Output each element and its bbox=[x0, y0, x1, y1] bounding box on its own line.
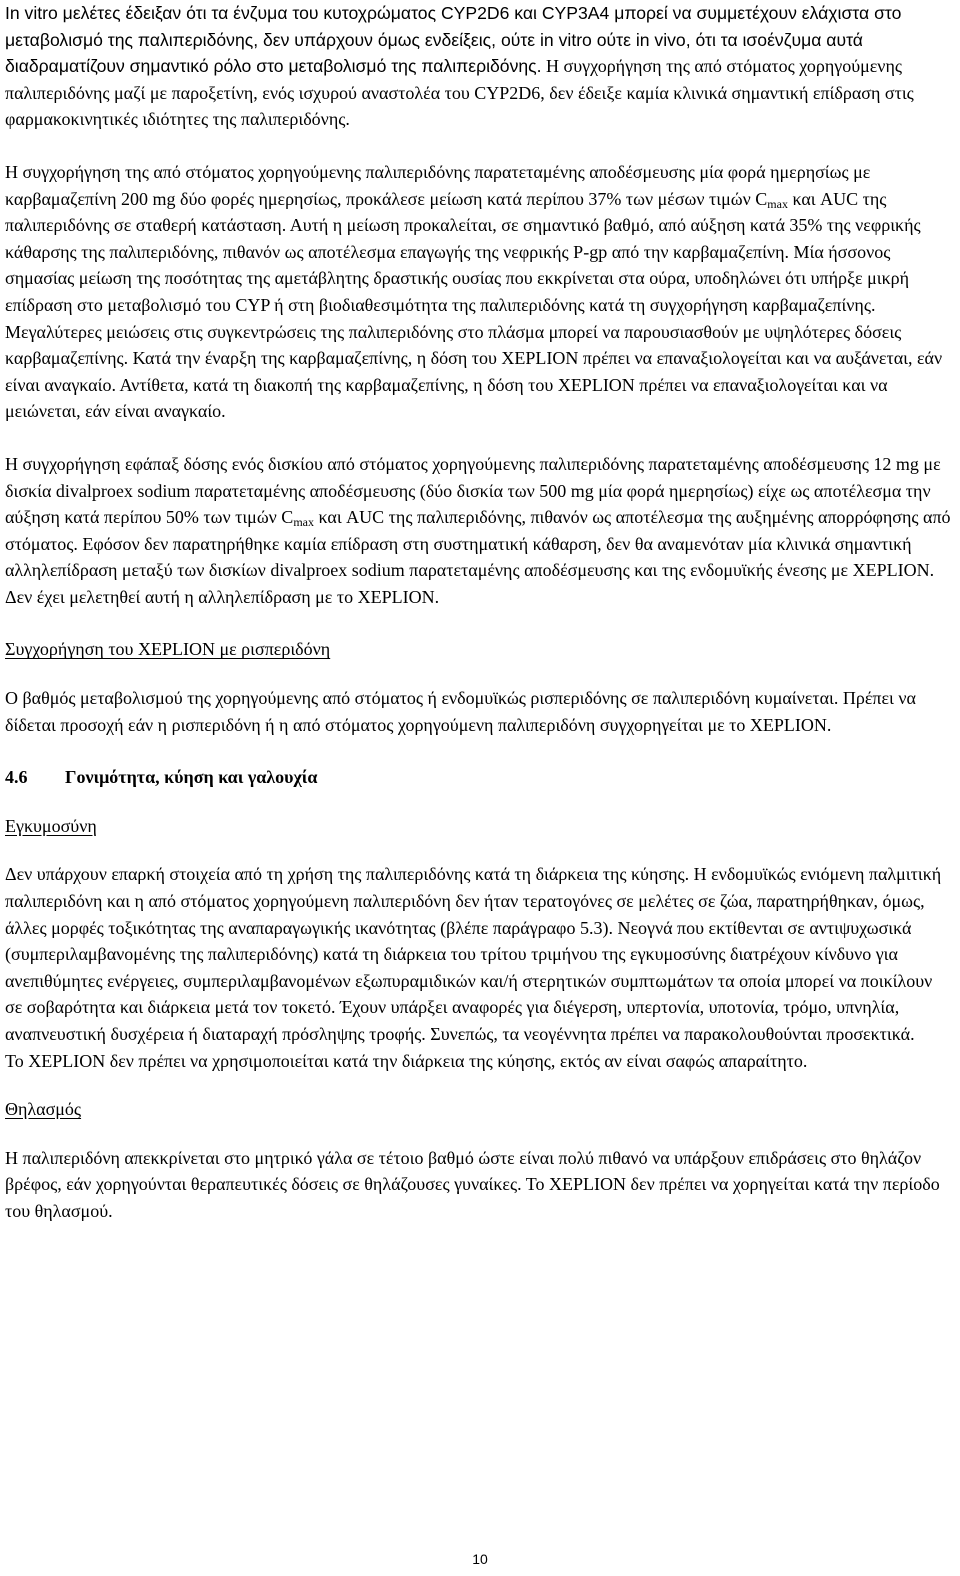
paragraph-carbamazepine bbox=[5, 159, 953, 425]
paragraph-risperidone: Ο βαθμός μεταβολισμού της χορηγούμενης από στόματος ή ενδομυϊκώς ρισπεριδόνης σε παλιπεριδόνη κυμαίνεται. Πρέπει να δίδεται προσοχή εάν η ρισπεριδόνη ή η από στόματος χορηγούμενη παλιπεριδόνη συγχορηγείται με το XEPLION. bbox=[5, 688, 916, 735]
paragraph-pregnancy: Δεν υπάρχουν επαρκή στοιχεία από τη χρήση της παλιπεριδόνης κατά τη διάρκεια της κύησης. Η ενδομυϊκώς ενιόμενη παλμιτική παλιπεριδόνη και η από στόματος χορηγούμενη παλιπεριδόνη δεν ήταν τερατογόνες σε μελέτες σε ζώα, παρατηρήθηκαν, όμως, άλλες μορφές τοξικότητας της αναπαραγωγικής ικανότητας (βλέπε παράγραφο 5.3). Νεογνά που εκτίθενται σε αντιψυχωσικά (συμπεριλαμβανομένης της παλιπεριδόνης) κατά τη διάρκεια του τρίτου τριμήνου της εγκυμοσύνης διατρέχουν κίνδυνο για ανεπιθύμητες ενέργειες, συμπεριλαμβανομένων εξωπυραμιδικών και/ή στερητικών συμπτωμάτων τα οποία μπορεί να ποικίλουν σε σοβαρότητα και διάρκεια μετά τον τοκετό. Έχουν υπάρξει αναφορές για διέγερση, υπερτονία, υποτονία, τρόμο, υπνηλία, αναπνευστική δυσχέρεια ή διαταραχή πρόσληψης τροφής. Συνεπώς, τα νεογέννητα πρέπει να παρακολουθούνται προσεκτικά. bbox=[5, 864, 942, 1044]
text-cyp-invitro: In vitro μελέτες έδειξαν ότι τα ένζυμα του κυτοχρώματος CYP2D6 και CYP3A4 μπορεί να συμμετέχουν ελάχιστα στο μεταβολισμό της παλιπεριδόνης, δεν υπάρχουν όμως ενδείξεις, ούτε in vitro ούτε in vivo, ότι τα ισοένζυμα αυτά διαδραματίζουν σημαντικό ρόλο στο μεταβολισμό της παλιπεριδόνης. bbox=[5, 3, 902, 77]
text-divalproex-a: Η συγχορήγηση εφάπαξ δόσης ενός δισκίου από στόματος χορηγούμενης παλιπεριδόνης παρατεταμένης αποδέσμευσης 12 mg με δισκία divalproex sodium παρατεταμένης αποδέσμευσης (δύο δισκία των 500 mg μία φορά ημερησίως) είχε ως αποτέλεσμα την αύξηση κατά περίπου 50% των τιμών C bbox=[5, 453, 941, 528]
subheading-pregnancy: Εγκυμοσύνη bbox=[5, 815, 97, 836]
paragraph-lactation: Η παλιπεριδόνη απεκκρίνεται στο μητρικό γάλα σε τέτοιο βαθμό ώστε είναι πολύ πιθανό να υπάρξουν επιδράσεις στο θηλάζον βρέφος, εάν χορηγούνται θεραπευτικές δόσεις σε θηλάζουσες γυναίκες. Το XEPLION δεν πρέπει να χορηγείται κατά την περίοδο του θηλασμού. bbox=[5, 1147, 940, 1221]
text-cmax-subscript: max bbox=[767, 196, 788, 211]
section-number: 4.6 bbox=[5, 767, 28, 788]
subheading-lactation: Θηλασμός bbox=[5, 1099, 82, 1120]
paragraph-pregnancy-use: Το XEPLION δεν πρέπει να χρησιμοποιείται κατά την διάρκεια της κύησης, εκτός αν είναι σαφώς απαραίτητο. bbox=[5, 1050, 808, 1071]
text-paroxetine: Η συγχορήγηση της από στόματος χορηγούμενης παλιπεριδόνης μαζί με παροξετίνη, ενός ισχυρού αναστολέα του CYP2D6, δεν έδειξε καμία κλινικά σημαντική επίδραση στις φαρμακοκινητικές ιδιότητες της παλιπεριδόνης. bbox=[5, 56, 914, 130]
paragraph-cyp-metabolism bbox=[5, 0, 953, 133]
section-title: Γονιμότητα, κύηση και γαλουχία bbox=[65, 767, 318, 788]
text-carbamazepine-a: Η συγχορήγηση της από στόματος χορηγούμενης παλιπεριδόνης παρατεταμένης αποδέσμευσης μία φορά ημερησίως με καρβαμαζεπίνη 200 mg δύο φορές ημερησίως, προκάλεσε μείωση κατά περίπου 37% των μέσων τιμών C bbox=[5, 161, 871, 209]
subheading-risperidone: Συγχορήγηση του XEPLION με ρισπεριδόνη bbox=[5, 639, 331, 660]
text-divalproex-b: και AUC της παλιπεριδόνης, πιθανόν ως αποτέλεσμα της αυξημένης απορρόφησης από στόματος. Εφόσον δεν παρατηρήθηκε καμία επίδραση στη συστηματική κάθαρση, δεν θα αναμενόταν μία κλινικά σημαντική αλληλεπίδραση μεταξύ των δισκίων divalproex sodium παρατεταμένης αποδέσμευσης και της ενδομυϊκής ένεσης με XEPLION. Δεν έχει μελετηθεί αυτή η αλληλεπίδραση με το XEPLION. bbox=[5, 507, 951, 607]
document-page bbox=[5, 0, 953, 1225]
page-number: 10 bbox=[472, 1551, 488, 1567]
text-cmax-subscript: max bbox=[293, 515, 314, 530]
text-carbamazepine-b: και AUC της παλιπεριδόνης σε σταθερή κατάσταση. Αυτή η μείωση προκαλείται, σε σημαντικό βαθμό, από αύξηση κατά 35% της νεφρικής κάθαρσης της παλιπεριδόνης, πιθανόν ως αποτέλεσμα επαγωγής της νεφρικής P-gp από την καρβαμαζεπίνη. Μία ήσσονος σημασίας μείωση της ποσότητας της αμετάβλητης δραστικής ουσίας που εκκρίνεται στα ούρα, υποδηλώνει ότι υπήρξε μικρή επίδραση στο μεταβολισμό του CYP ή στη βιοδιαθεσιμότητα της παλιπεριδόνης κατά τη συγχορήγηση καρβαμαζεπίνης. Μεγαλύτερες μειώσεις στις συγκεντρώσεις της παλιπεριδόνης στο πλάσμα μπορεί να παρουσιασθούν με υψηλότερες δόσεις καρβαμαζεπίνης. Κατά την έναρξη της καρβαμαζεπίνης, η δόση του XEPLION πρέπει να επαναξιολογείται και να αυξάνεται, εάν είναι αναγκαίο. Αντίθετα, κατά τη διακοπή της καρβαμαζεπίνης, η δόση του XEPLION πρέπει να επαναξιολογείται και να μειώνεται, εάν είναι αναγκαίο. bbox=[5, 188, 943, 422]
paragraph-divalproex bbox=[5, 451, 953, 611]
section-heading bbox=[5, 764, 953, 791]
